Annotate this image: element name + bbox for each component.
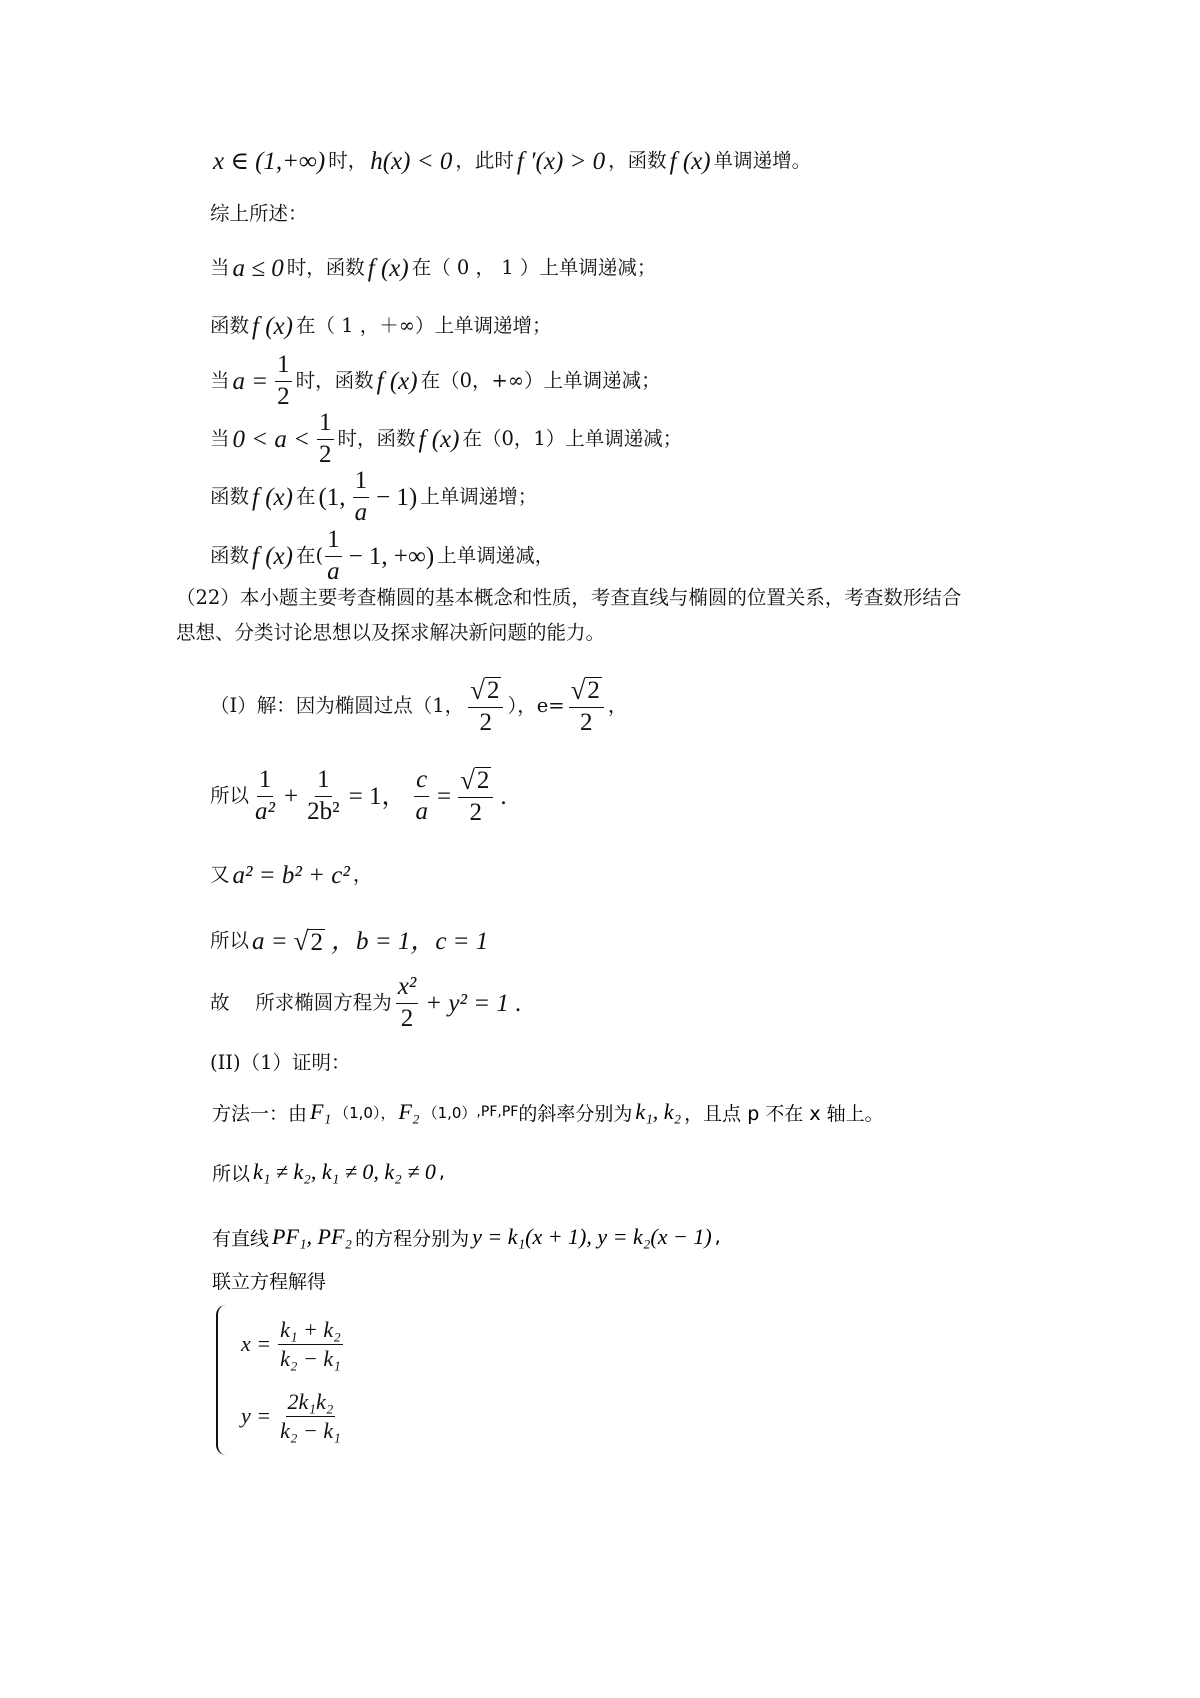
math-f: f (x) <box>252 542 293 570</box>
math-f: f (x) <box>367 254 409 282</box>
text: 函数 <box>210 544 250 568</box>
radicand: 2 <box>476 766 490 794</box>
math-F2: F₂ <box>398 1099 420 1124</box>
left-brace <box>216 1305 232 1455</box>
radicand: 2 <box>310 928 323 956</box>
q22-intro <box>176 580 966 650</box>
text: 当 <box>210 427 230 451</box>
numerator: √ 2 <box>468 676 503 708</box>
denominator: 2 <box>277 382 290 410</box>
radicand: 2 <box>486 676 500 704</box>
part1-values <box>210 910 491 972</box>
text: 当 <box>210 256 230 280</box>
math-interval-open: (1, <box>318 483 346 511</box>
fraction-one-over-a <box>325 527 342 585</box>
numerator: 1 <box>257 767 274 796</box>
numerator: √ 2 <box>569 676 604 708</box>
math-derivative-positive: f ′(x) > 0 <box>516 147 606 175</box>
math-condition: a ≤ 0 <box>232 254 284 282</box>
math-interval-close: − 1) <box>376 483 418 511</box>
denominator: k₂ − k₁ <box>280 1345 341 1371</box>
math-f: f (x) <box>669 147 711 175</box>
text: 时，函数 <box>337 427 416 451</box>
text: （1,0）， <box>334 1103 396 1122</box>
text: 故 所求椭圆方程为 <box>210 991 392 1015</box>
numerator: k₁ + k₂ <box>278 1318 343 1344</box>
text: 时，函数 <box>286 256 365 280</box>
math-y2-equals-one: + y² = 1 <box>425 989 509 1017</box>
line-case-a-between-decrease <box>210 525 554 587</box>
period: . <box>500 782 507 810</box>
fraction-one-half <box>317 410 334 468</box>
text: 上单调递减， <box>437 544 555 568</box>
fraction-sqrt2-over-2 <box>468 676 503 737</box>
text: 在（ 1 ，＋∞）上单调递增； <box>295 314 552 338</box>
math-condition: 0 < a < <box>232 425 311 453</box>
math-f: f (x) <box>376 367 418 395</box>
math-b-c-values: ，b = 1，c = 1 <box>330 927 489 955</box>
period: . <box>514 989 522 1017</box>
text: ，函数 <box>608 149 667 173</box>
text: 在 <box>295 485 316 509</box>
line-case-a-nonpositive-increase <box>210 295 552 357</box>
text: （22）本小题主要考查椭圆的基本概念和性质，考查直线与椭圆的位置关系，考查数形结合思想、分类讨论思想以及探求解决新问题的能力。 <box>176 586 962 644</box>
text: 在( <box>295 544 324 568</box>
text: ,PF <box>476 1104 498 1120</box>
radicand: 2 <box>587 676 600 704</box>
text: 有直线 <box>212 1227 270 1250</box>
text: 又 <box>210 863 230 887</box>
fraction-one-over-a <box>353 468 370 526</box>
math-f: f (x) <box>418 425 460 453</box>
text: 的方程分别为 <box>355 1227 470 1250</box>
system-rows <box>238 1308 347 1452</box>
fraction-1-over-2b2 <box>305 767 342 825</box>
text: 时， <box>328 149 368 173</box>
text: ，且点 p 不在 x 轴上。 <box>684 1102 884 1125</box>
line-case-a-nonpositive <box>210 237 656 299</box>
math-slope-conditions: k₁ ≠ k₂, k₁ ≠ 0, k₂ ≠ 0 <box>253 1159 436 1184</box>
denominator: 2 <box>400 1004 414 1032</box>
numerator: 1 <box>315 767 332 796</box>
fraction-x-solution <box>278 1318 343 1369</box>
part2-heading <box>210 1040 351 1086</box>
system-row-x <box>238 1308 347 1380</box>
text: 所以 <box>210 784 250 808</box>
solution-system <box>216 1305 347 1455</box>
denominator: a <box>327 557 340 585</box>
method1-solve-heading <box>212 1258 326 1302</box>
text: 当 <box>210 369 230 393</box>
denominator: 2b² <box>307 797 340 825</box>
text: ， <box>352 863 373 887</box>
method1-line-equations <box>212 1215 721 1259</box>
text: （Ⅰ）解：因为椭圆过点（1， <box>210 694 465 718</box>
numerator: 1 <box>317 410 334 439</box>
math-interval-close: − 1, +∞) <box>348 542 435 570</box>
numerator: 1 <box>275 352 292 381</box>
line-case-a-between-increase <box>210 466 537 528</box>
method1-line <box>212 1090 884 1134</box>
text: 所以 <box>210 929 250 953</box>
numerator: 2k₁k₂ <box>286 1390 336 1416</box>
math-y-equals: y = <box>241 1403 272 1428</box>
text: 在（0，1）上单调递减； <box>462 427 683 451</box>
text: 方法一：由 <box>212 1102 308 1125</box>
math-h-negative: h(x) < 0 <box>370 147 453 175</box>
denominator: a <box>415 797 428 825</box>
fraction-y-solution <box>278 1390 343 1441</box>
math-slopes: k₁, k₂ <box>635 1099 682 1124</box>
text: 单调递增。 <box>713 149 812 173</box>
fraction-c-over-a <box>413 767 430 825</box>
text: 在（0，+∞）上单调递减； <box>420 369 661 393</box>
math-abc-relation: a² = b² + c² <box>232 861 350 889</box>
text: , <box>438 1161 445 1183</box>
line-case-a-between <box>210 408 682 470</box>
text: , <box>714 1226 721 1248</box>
math-sqrt2: √ 2 <box>293 925 323 956</box>
math-f: f (x) <box>252 483 293 511</box>
text: 函数 <box>210 314 250 338</box>
math-a-equals: a = <box>252 927 288 955</box>
text: 的斜率分别为 <box>518 1102 633 1125</box>
numerator: x² <box>396 974 419 1003</box>
text: 时，函数 <box>295 369 374 393</box>
denominator: k₂ − k₁ <box>280 1417 341 1443</box>
math-lines-PF: PF₁, PF₂ <box>272 1224 353 1249</box>
part1-equations <box>210 758 510 834</box>
math-f: f (x) <box>252 312 293 340</box>
denominator: a² <box>255 797 276 825</box>
text: 在（ 0 ， 1 ）上单调递减； <box>411 256 657 280</box>
numerator: 1 <box>325 527 342 556</box>
numerator: c <box>414 767 429 796</box>
math-plus: + <box>284 782 299 810</box>
text: （1,0） <box>422 1103 477 1122</box>
text: 上单调递增； <box>420 485 538 509</box>
text: 函数 <box>210 485 250 509</box>
text: 所以 <box>212 1162 251 1185</box>
line-case-a-half <box>210 350 661 412</box>
denominator: 2 <box>469 799 482 826</box>
method1-slope-conditions <box>212 1150 445 1194</box>
line-summary-heading <box>210 183 308 245</box>
fraction-sqrt2-over-2 <box>569 676 604 737</box>
math-x-in-interval: x ∈ (1,+∞) <box>213 147 326 175</box>
math-line-equations: y = k₁(x + 1), y = k₂(x − 1) <box>472 1224 712 1249</box>
math-equals-one: = 1， <box>348 782 407 810</box>
numerator: 1 <box>353 468 370 497</box>
part1-relation <box>210 844 372 906</box>
part1-ellipse-equation <box>210 965 524 1041</box>
part1-point-and-eccentricity <box>210 668 627 744</box>
text: ,PF <box>497 1104 519 1120</box>
denominator: 2 <box>580 709 593 736</box>
math-equals: = <box>436 782 452 810</box>
numerator: √ 2 <box>458 766 493 798</box>
math-x-equals: x = <box>241 1331 272 1356</box>
denominator: 2 <box>319 440 332 468</box>
denominator: 2 <box>479 709 493 736</box>
fraction-x2-over-2 <box>396 974 419 1032</box>
math-F1: F₁ <box>310 1099 332 1124</box>
text: ），e= <box>507 694 565 718</box>
fraction-1-over-a2 <box>253 767 277 825</box>
math-a-equals: a = <box>232 367 269 395</box>
fraction-sqrt2-over-2 <box>458 766 493 827</box>
text: ， <box>607 694 628 718</box>
text: 综上所述： <box>210 202 308 226</box>
denominator: a <box>354 498 368 526</box>
system-row-y <box>238 1380 347 1452</box>
text: 联立方程解得 <box>212 1270 327 1293</box>
text: (II)（1）证明： <box>210 1051 351 1075</box>
fraction-one-half <box>275 352 292 410</box>
text: ，此时 <box>455 149 514 173</box>
